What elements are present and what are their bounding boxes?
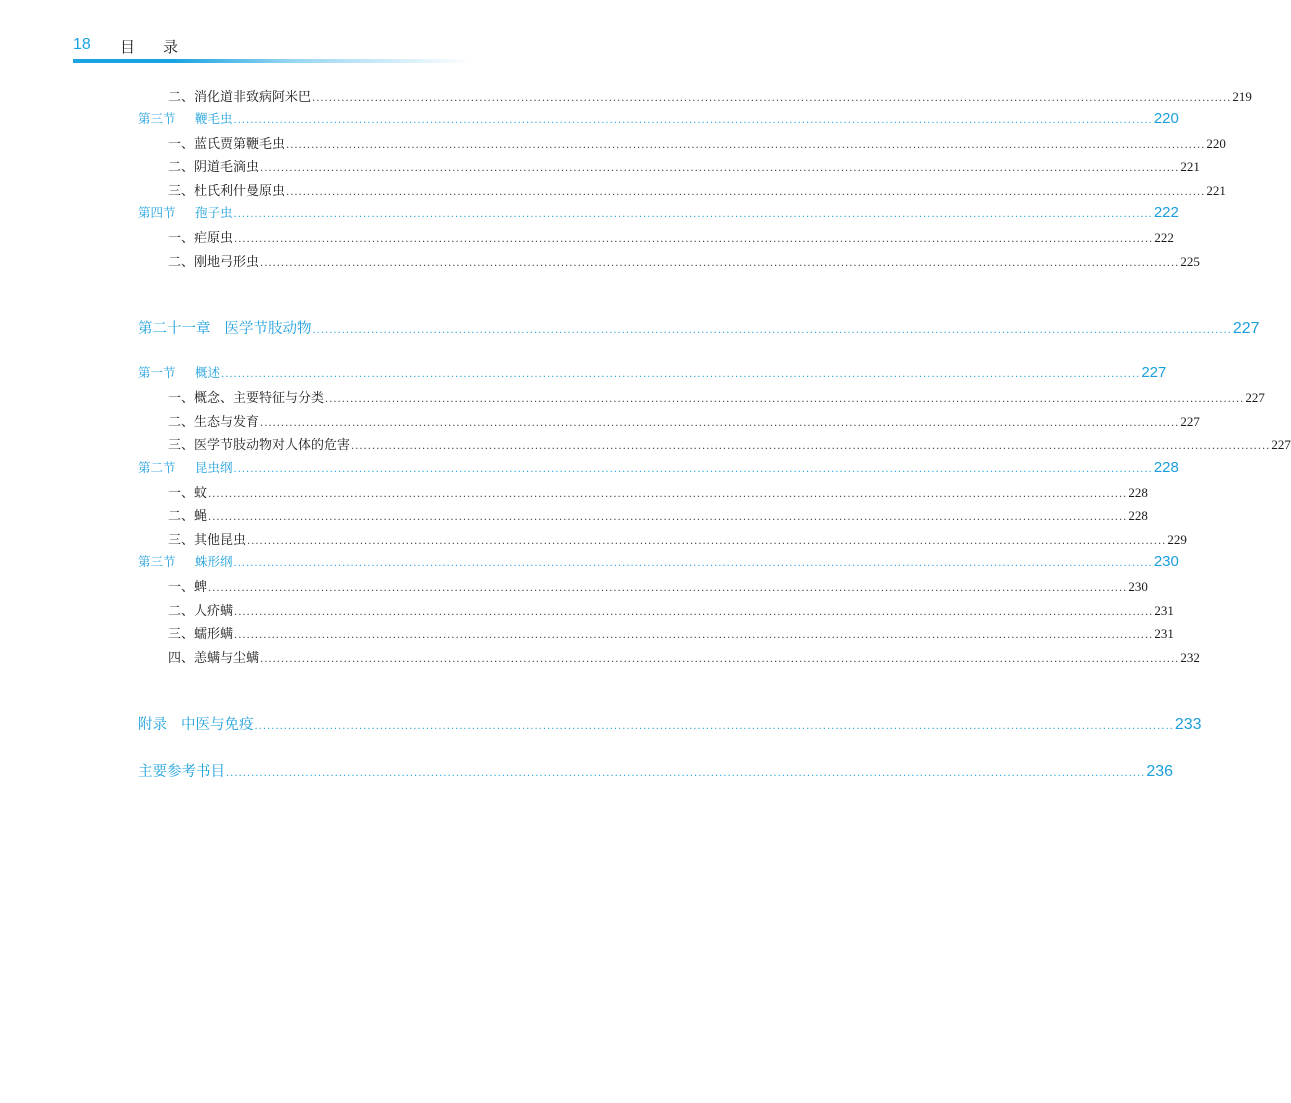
toc-item[interactable] xyxy=(168,133,1226,152)
toc-item[interactable] xyxy=(168,227,1174,246)
toc-chapter-number: 第二十一章 xyxy=(138,321,211,337)
toc-page-number: 228 xyxy=(1153,459,1179,476)
dot-leader: ............................................................................................................................................................................................................................ xyxy=(286,187,1206,198)
dot-leader: ............................................................................................................................................................................................................................ xyxy=(260,654,1180,665)
toc-chapter-label: 医学节肢动物 xyxy=(224,321,312,337)
dot-leader: ............................................................................................................................................................................................................................ xyxy=(234,630,1154,641)
dot-leader: ............................................................................................................................................................................................................................ xyxy=(233,209,1153,220)
dot-leader: ............................................................................................................................................................................................................................ xyxy=(254,721,1174,732)
toc-item-label: 一、概念、主要特征与分类 xyxy=(168,391,325,406)
toc-item-label: 二、刚地弓形虫 xyxy=(168,255,260,270)
toc-page-number: 221 xyxy=(1180,159,1200,174)
dot-leader: ............................................................................................................................................................................................................................ xyxy=(233,115,1153,126)
toc-item[interactable] xyxy=(168,180,1226,199)
toc-page-number: 231 xyxy=(1154,603,1174,618)
toc-item[interactable] xyxy=(168,529,1187,548)
toc-section[interactable] xyxy=(138,552,1179,570)
header-title-char-2: 录 xyxy=(163,38,179,56)
toc-appendix[interactable] xyxy=(138,713,1202,734)
header-page-number: 18 xyxy=(73,36,91,53)
toc-chapter[interactable] xyxy=(138,317,1260,338)
toc-item-label: 一、蚊 xyxy=(168,486,208,501)
toc-page-number: 222 xyxy=(1153,204,1179,221)
toc-section-number: 第三节 xyxy=(138,554,176,569)
toc-item-label: 二、消化道非致病阿米巴 xyxy=(168,90,312,105)
toc-item-label: 一、蓝氏贾第鞭毛虫 xyxy=(168,137,286,152)
toc-section-number: 第二节 xyxy=(138,460,176,475)
toc-section-label: 蛛形纲 xyxy=(195,554,233,569)
toc-page-number: 230 xyxy=(1128,579,1148,594)
dot-leader: ............................................................................................................................................................................................................................ xyxy=(312,325,1232,336)
toc-page-number: 222 xyxy=(1154,230,1174,245)
dot-leader: ............................................................................................................................................................................................................................ xyxy=(260,163,1180,174)
dot-leader: ............................................................................................................................................................................................................................ xyxy=(325,394,1245,405)
toc-item[interactable] xyxy=(168,482,1148,501)
toc-section-label: 昆虫纲 xyxy=(195,460,233,475)
toc-appendix-number: 附录 xyxy=(138,717,167,733)
dot-leader: ............................................................................................................................................................................................................................ xyxy=(286,140,1206,151)
toc-section-label: 概述 xyxy=(195,365,221,380)
dot-leader: ............................................................................................................................................................................................................................ xyxy=(208,583,1128,594)
toc-page-number: 227 xyxy=(1271,437,1291,452)
toc-section[interactable] xyxy=(138,203,1179,221)
toc-page-number: 228 xyxy=(1128,485,1148,500)
dot-leader: ............................................................................................................................................................................................................................ xyxy=(260,418,1180,429)
dot-leader: ............................................................................................................................................................................................................................ xyxy=(208,489,1128,500)
toc-appendix-title xyxy=(138,713,254,734)
toc-item-label: 三、医学节肢动物对人体的危害 xyxy=(168,438,351,453)
toc-item-label: 三、杜氏利什曼原虫 xyxy=(168,184,286,199)
dot-leader: ............................................................................................................................................................................................................................ xyxy=(233,558,1153,569)
toc-item[interactable] xyxy=(168,387,1265,406)
dot-leader: ............................................................................................................................................................................................................................ xyxy=(351,441,1271,452)
toc-page-number: 219 xyxy=(1232,89,1252,104)
dot-leader: ............................................................................................................................................................................................................................ xyxy=(312,93,1232,104)
toc-page-number: 227 xyxy=(1141,364,1167,381)
dot-leader: ............................................................................................................................................................................................................................ xyxy=(226,768,1146,779)
toc-section-label: 孢子虫 xyxy=(195,205,233,220)
toc-section[interactable] xyxy=(138,363,1167,381)
toc-page-number: 220 xyxy=(1206,136,1226,151)
toc-section-title xyxy=(138,552,233,570)
dot-leader: ............................................................................................................................................................................................................................ xyxy=(233,464,1153,475)
toc-section-title xyxy=(138,363,220,381)
toc-item[interactable] xyxy=(168,434,1291,453)
dot-leader: ............................................................................................................................................................................................................................ xyxy=(247,536,1167,547)
dot-leader: ............................................................................................................................................................................................................................ xyxy=(234,234,1154,245)
toc-section-number: 第三节 xyxy=(138,111,176,126)
toc-item[interactable] xyxy=(168,156,1200,175)
toc-page-number: 231 xyxy=(1154,626,1174,641)
toc-item[interactable] xyxy=(168,505,1148,524)
toc-page-number: 225 xyxy=(1180,254,1200,269)
toc-item[interactable] xyxy=(168,647,1200,666)
dot-leader: ............................................................................................................................................................................................................................ xyxy=(208,512,1128,523)
toc-page-number: 233 xyxy=(1174,716,1202,733)
toc-page-number: 230 xyxy=(1153,553,1179,570)
toc-item-label: 三、其他昆虫 xyxy=(168,533,247,548)
toc-page-number: 228 xyxy=(1128,508,1148,523)
header-accent-bar xyxy=(73,59,473,63)
toc-item-label: 二、人疥螨 xyxy=(168,604,234,619)
toc-page-number: 232 xyxy=(1180,650,1200,665)
toc-appendix-label: 中医与免疫 xyxy=(181,717,254,733)
toc-section-number: 第四节 xyxy=(138,205,176,220)
toc-section-number: 第一节 xyxy=(138,365,176,380)
toc-item[interactable] xyxy=(168,251,1200,270)
toc-page-number: 227 xyxy=(1180,414,1200,429)
dot-leader: ............................................................................................................................................................................................................................ xyxy=(260,258,1180,269)
toc-bibliography[interactable] xyxy=(138,760,1174,781)
toc-item-label: 四、恙螨与尘螨 xyxy=(168,651,260,666)
toc-item[interactable] xyxy=(168,576,1148,595)
dot-leader: ............................................................................................................................................................................................................................ xyxy=(221,369,1141,380)
toc-item-label: 一、蜱 xyxy=(168,580,208,595)
toc-section[interactable] xyxy=(138,109,1179,127)
toc-item[interactable] xyxy=(168,411,1200,430)
toc-page-number: 229 xyxy=(1167,532,1187,547)
toc-page-number: 227 xyxy=(1245,390,1265,405)
toc-chapter-title xyxy=(138,317,312,338)
toc-item-label: 二、生态与发育 xyxy=(168,415,260,430)
toc-section[interactable] xyxy=(138,458,1179,476)
toc-item[interactable] xyxy=(168,623,1174,642)
toc-item-label: 二、蝇 xyxy=(168,509,208,524)
dot-leader: ............................................................................................................................................................................................................................ xyxy=(234,607,1154,618)
header-title-char-1: 目 xyxy=(120,38,136,56)
toc-page-number: 221 xyxy=(1206,183,1226,198)
toc-page-number: 236 xyxy=(1146,763,1174,780)
toc-page-number: 220 xyxy=(1153,110,1179,127)
toc-item-label: 二、阴道毛滴虫 xyxy=(168,160,260,175)
toc-section-title xyxy=(138,203,233,221)
toc-section-label: 鞭毛虫 xyxy=(195,111,233,126)
toc-item-label: 一、疟原虫 xyxy=(168,231,234,246)
toc-item-label: 三、蠕形螨 xyxy=(168,627,234,642)
toc-bibliography-label: 主要参考书目 xyxy=(138,764,225,780)
toc-page-number: 227 xyxy=(1232,320,1260,337)
toc-item[interactable] xyxy=(168,600,1174,619)
toc-section-title xyxy=(138,458,233,476)
toc-section-title xyxy=(138,109,233,127)
toc-item[interactable] xyxy=(168,86,1252,105)
